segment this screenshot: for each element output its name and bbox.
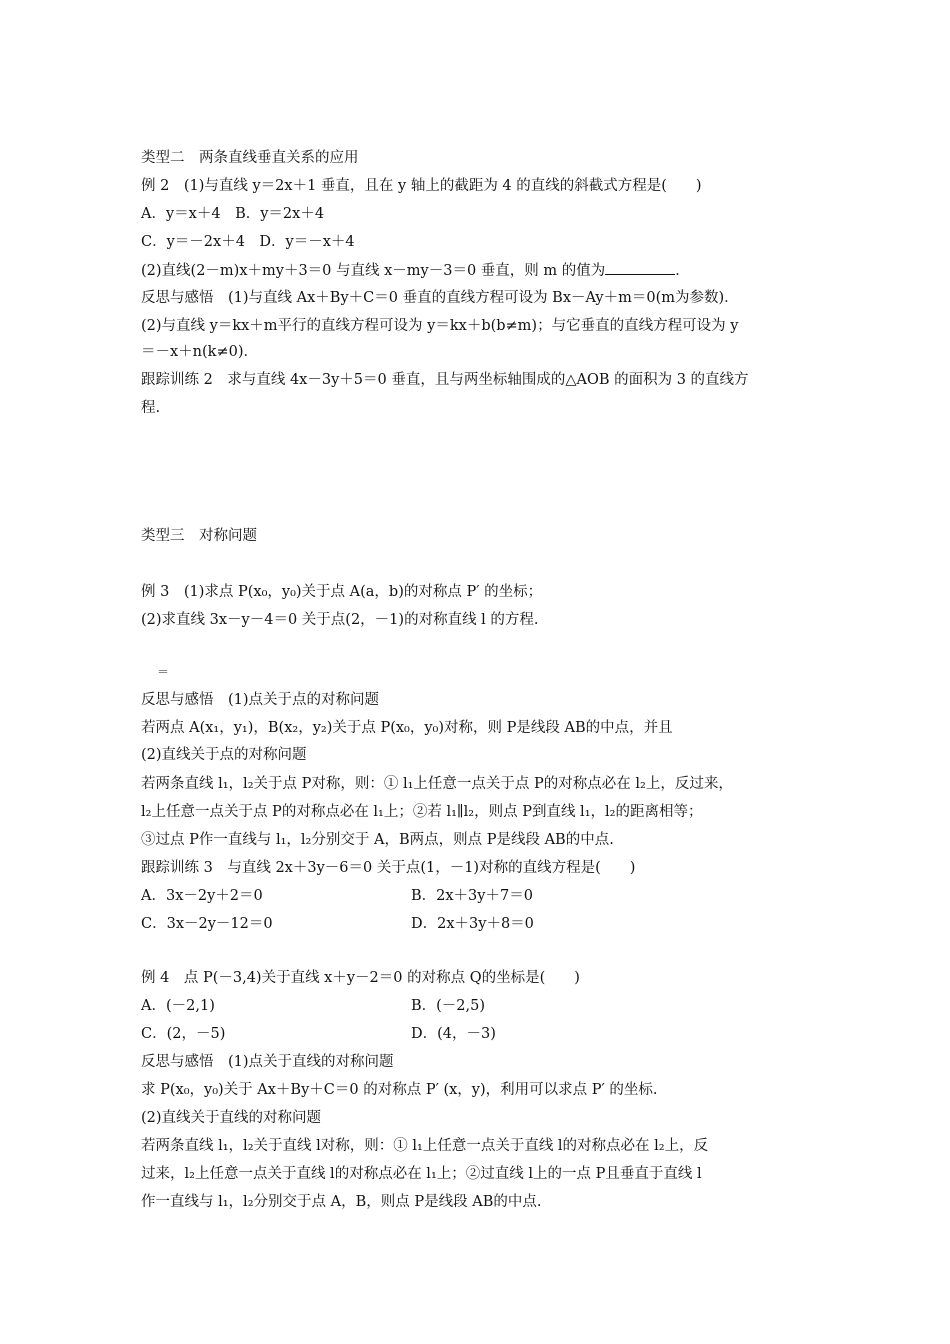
example3-question1: 例 3 (1)求点 P(x₀，y₀)关于点 A(a，b)的对称点 P′ 的坐标； [141,584,543,600]
training2-line1: 跟踪训练 2 求与直线 4x－3y＋5＝0 垂直，且与两坐标轴围成的△AOB 的面积为 3 的直线方 [141,372,749,388]
example4-options-ab [141,996,821,1016]
reflection4-title2: (2)直线关于直线的对称问题 [141,1110,322,1126]
reflection4-para2-line1: 若两条直线 l₁，l₂关于直线 l对称，则：① l₁上任意一点关于直线 l的对称点必在 l₂上，反 [141,1138,709,1154]
training2-line2: 程. [141,400,161,416]
training3-question: 跟踪训练 3 与直线 2x＋3y－6＝0 关于点(1，－1)对称的直线方程是( ) [141,860,636,876]
example4-option-a: A．(－2,1) [141,998,215,1014]
example4-option-d: D．(4，－3) [411,1026,496,1042]
reflection3-para2-line1: 若两条直线 l₁，l₂关于点 P对称，则：① l₁上任意一点关于点 P的对称点必在 l₂上，反过来， [141,776,733,792]
reflection3-para2-line3: ③过点 P作一直线与 l₁，l₂分别交于 A，B两点，则点 P是线段 AB的中点. [141,832,614,848]
equals-mark: ＝ [157,665,170,679]
reflection4-para1: 求 P(x₀，y₀)关于 Ax＋By＋C＝0 的对称点 P′ (x，y)，利用可以求点 P′ 的坐标. [141,1082,658,1098]
reflection3-title2: (2)直线关于点的对称问题 [141,747,307,763]
reflection3-para1: 若两点 A(x₁，y₁)，B(x₂，y₂)关于点 P(x₀，y₀)对称，则 P是线段 AB的中点，并且 [141,720,673,736]
example2-option-d: D．y＝－x＋4 [259,234,355,250]
training3-option-c: C．3x－2y－12＝0 [141,916,273,932]
example2-options-ab [141,204,821,224]
training3-option-d: D．2x＋3y＋8＝0 [411,916,534,932]
answer-blank [605,260,675,275]
example2-option-b: B．y＝2x＋4 [235,206,325,222]
example4-option-c: C．(2，－5) [141,1026,226,1042]
example3-question2: (2)求直线 3x－y－4＝0 关于点(2，－1)的对称直线 l 的方程. [141,612,539,628]
section3-heading: 类型三 对称问题 [141,528,257,544]
example2-question2: (2)直线(2－m)x＋my＋3＝0 与直线 x－my－3＝0 垂直，则 m 的值为 ． [141,260,821,281]
reflection3-title: 反思与感悟 (1)点关于点的对称问题 [141,692,380,708]
reflection4-para2-line3: 作一直线与 l₁，l₂分别交于点 A，B，则点 P是线段 AB的中点. [141,1194,542,1210]
reflection2-line1: 反思与感悟 (1)与直线 Ax＋By＋C＝0 垂直的直线方程可设为 Bx－Ay＋m＝0(m为参数)． [141,290,739,306]
reflection2-line2: (2)与直线 y＝kx＋m平行的直线方程可设为 y＝kx＋b(b≠m)；与它垂直的直线方程可设为 y [141,318,739,334]
example2-question1: 例 2 (1)与直线 y＝2x＋1 垂直，且在 y 轴上的截距为 4 的直线的斜截式方程是( ) [141,178,702,194]
reflection3-para2-line2: l₂上任意一点关于点 P的对称点必在 l₁上；②若 l₁∥l₂，则点 P到直线 l₁，l₂的距离相等； [141,804,703,820]
training3-option-b: B．2x＋3y＋7＝0 [411,888,533,904]
example2-option-a: A．y＝x＋4 [141,206,221,222]
training3-options-cd [141,914,821,934]
training3-options-ab [141,886,821,906]
reflection2-line3: ＝－x＋n(k≠0)． [141,344,258,360]
reflection4-title: 反思与感悟 (1)点关于直线的对称问题 [141,1054,394,1070]
example4-option-b: B．(－2,5) [411,998,486,1014]
section2-heading: 类型二 两条直线垂直关系的应用 [141,150,359,166]
example4-options-cd [141,1024,821,1044]
training3-option-a: A．3x－2y＋2＝0 [141,888,263,904]
example2-option-c: C．y＝－2x＋4 [141,234,245,250]
example2-options-cd [141,232,821,252]
example4-question: 例 4 点 P(－3,4)关于直线 x＋y－2＝0 的对称点 Q的坐标是( ) [141,970,580,986]
reflection4-para2-line2: 过来，l₂上任意一点关于直线 l的对称点必在 l₁上；②过直线 l上的一点 P且垂直于直线 l [141,1166,702,1182]
